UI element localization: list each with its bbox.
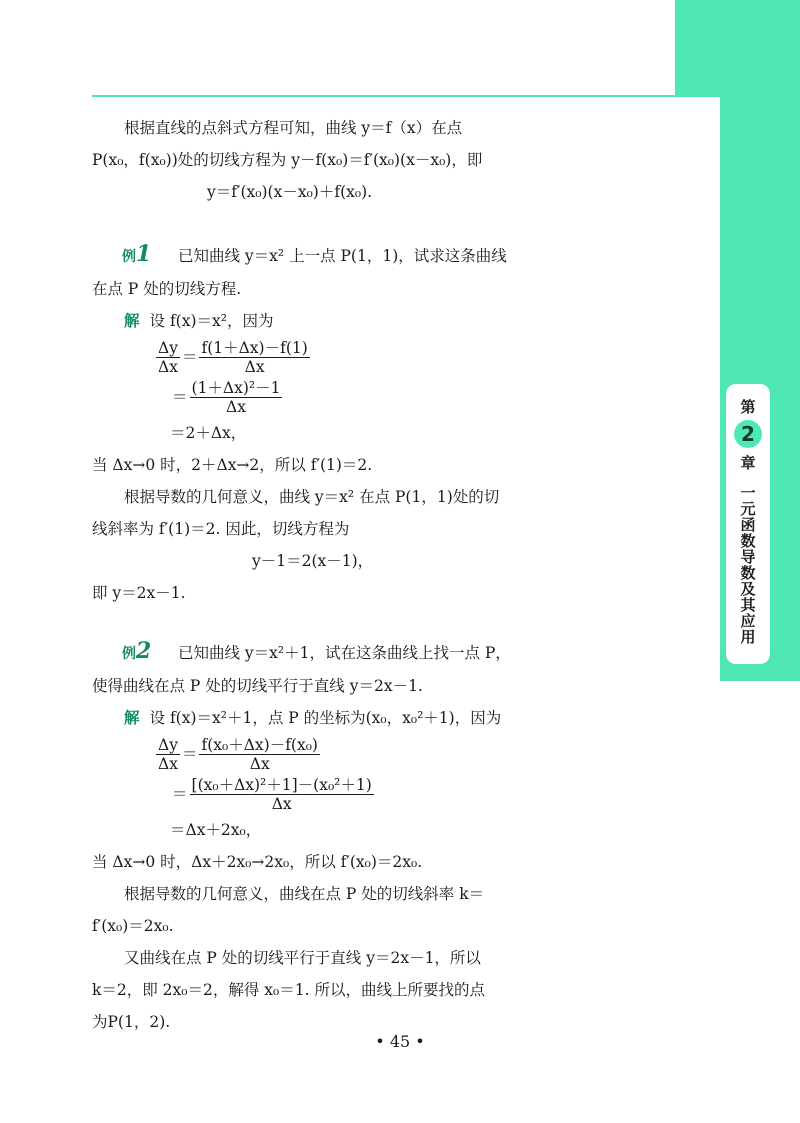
example-2-parallel-3: 为P(1，2). [92,1013,171,1031]
example-2-limit: 当 Δx→0 时，Δx＋2x₀→2x₀，所以 f′(x₀)＝2x₀. [92,853,423,871]
frac-numerator: f(x₀＋Δx)－f(x₀) [201,735,318,754]
equals-sign: ＝ [172,388,188,406]
example-1-badge [122,238,178,273]
example-1-fraction-row-2 [170,377,524,417]
example-1-tangent-equation: y－1＝2(x－1)， [252,552,374,570]
example-2-fraction-row-2 [170,774,524,814]
frac-numerator: Δy [158,735,178,754]
example-1-rhs-fraction [199,339,309,376]
intro-equation: y＝f′(x₀)(x－x₀)＋f(x₀). [207,183,373,201]
frac-numerator: [(x₀＋Δx)²＋1]－(x₀²＋1) [191,775,372,794]
header-rule [92,95,706,97]
example-2-lhs-fraction [156,736,180,773]
example-2-meaning-1: 根据导数的几何意义，曲线在点 P 处的切线斜率 k＝ [124,885,485,903]
example-1-badge-number: 1 [136,241,152,267]
example-1-meaning-2: 线斜率为 f′(1)＝2. 因此，切线方程为 [92,520,350,538]
header-green-block [675,0,800,97]
example-1-fraction-row-1 [156,337,524,377]
example-2-text-2: 使得曲线在点 P 处的切线平行于直线 y＝2x－1. [92,677,423,695]
frac-denominator: Δx [249,754,270,773]
example-1-solution-line: 设 f(x)＝x²，因为 [149,312,274,330]
equals-sign: ＝ [181,745,198,763]
example-2-fraction-row-1 [156,734,524,774]
frac-denominator: Δx [226,397,246,416]
example-2-text-1: 已知曲线 y＝x²＋1，试在这条曲线上找一点 P， [178,644,511,662]
example-2-parallel-2: k＝2，即 2x₀＝2，解得 x₀＝1. 所以，曲线上所要找的点 [92,981,485,999]
frac-numerator: (1＋Δx)²－1 [191,378,281,397]
example-1-lhs-fraction [156,339,180,376]
chapter-title: 一元函数导数及其应用 [738,485,757,645]
example-2-solution-line: 设 f(x)＝x²＋1，点 P 的坐标为(x₀，x₀²＋1)，因为 [149,709,502,727]
example-2-result: ＝Δx＋2x₀， [170,821,262,839]
example-1-meaning-1: 根据导数的几何意义，曲线 y＝x² 在点 P(1，1)处的切 [124,488,500,506]
example-1-limit: 当 Δx→0 时，2＋Δx→2，所以 f′(1)＝2. [92,456,373,474]
page-content [92,112,524,1038]
example-2-badge [122,635,178,670]
example-1-final: 即 y＝2x－1. [92,584,186,602]
frac-numerator: Δy [158,338,178,357]
chapter-prefix: 第 [740,398,756,416]
example-2-badge-number: 2 [136,638,152,664]
frac-denominator: Δx [271,794,292,813]
intro-line-1: 根据直线的点斜式方程可知，曲线 y＝f（x）在点 [124,119,463,137]
example-1-badge-char: 例 [122,249,136,265]
example-2-meaning-2: f′(x₀)＝2x₀. [92,917,174,935]
frac-denominator: Δx [244,357,265,376]
example-2-fraction-2 [190,776,374,813]
example-2-badge-char: 例 [122,646,136,662]
example-1-heading [92,238,524,273]
frac-denominator: Δx [158,754,178,773]
frac-denominator: Δx [158,357,178,376]
chapter-side-tab [724,382,772,666]
frac-numerator: f(1＋Δx)－f(1) [201,338,308,357]
example-2-parallel-1: 又曲线在点 P 处的切线平行于直线 y＝2x－1，所以 [124,949,481,967]
example-1-result: ＝2＋Δx， [170,424,247,442]
chapter-number-badge: 2 [734,420,762,448]
example-2-rhs-fraction [199,736,320,773]
example-2-heading [92,635,524,670]
example-2-solution-label: 解 [124,708,140,727]
intro-line-2: P(x₀，f(x₀))处的切线方程为 y－f(x₀)＝f′(x₀)(x－x₀)，即 [92,151,483,169]
chapter-suffix: 章 [740,454,756,472]
page-number: • 45 • [375,1032,425,1051]
example-1-fraction-2 [190,379,283,416]
example-1-text-1: 已知曲线 y＝x² 上一点 P(1，1)，试求这条曲线 [178,247,507,265]
example-1-solution-label: 解 [124,311,140,330]
equals-sign: ＝ [172,785,188,803]
equals-sign: ＝ [181,348,198,366]
example-1-text-2: 在点 P 处的切线方程. [92,280,242,298]
